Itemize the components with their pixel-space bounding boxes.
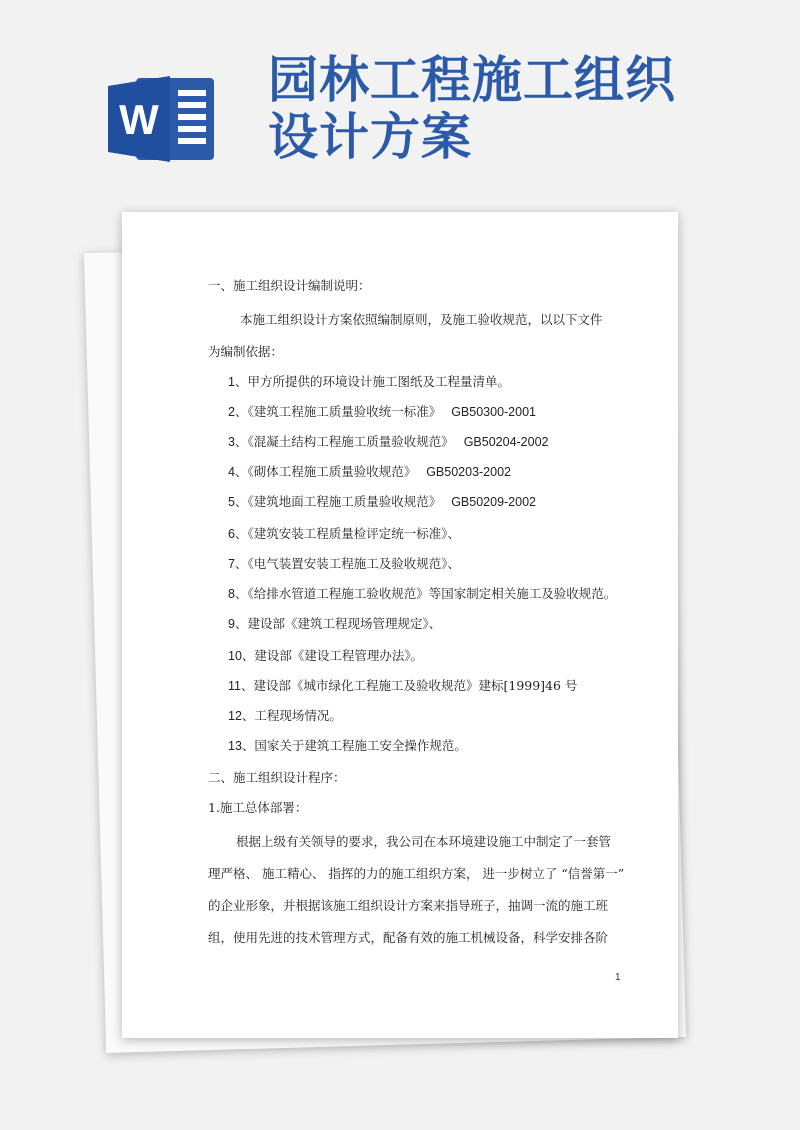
list-item-text: 、《混凝土结构工程施工质量验收规范》 [234,434,454,449]
list-item-text: 、建设部《建设工程管理办法》。 [241,648,424,663]
list-item-text: 、《给排水管道工程施工验收规范》等国家制定相关施工及验收规范。 [234,586,617,601]
list-item-number: 2 [228,405,235,419]
list-item-code: GB50203-2002 [426,465,511,479]
list-item [228,464,511,480]
word-icon-letter: W [119,96,159,143]
list-item-text: 、国家关于建筑工程施工安全操作规范。 [241,738,467,753]
list-item [228,526,460,542]
list-item [228,494,536,510]
intro-line-2: 为编制依据： [208,344,284,359]
list-item-text: 、工程现场情况。 [241,708,342,723]
list-item [228,648,423,664]
subsection1-heading: 1.施工总体部署： [208,800,308,815]
list-item-text: 、建设部《建筑工程现场管理规定》、 [234,616,442,631]
list-item-number: 9 [228,617,235,631]
list-item [228,556,460,572]
list-item [228,738,467,754]
list-item-text: 、《建筑安装工程质量检评定统一标准》、 [234,526,460,541]
list-item [228,616,441,632]
section1-heading: 一、施工组织设计编制说明： [208,278,371,293]
list-item-text: 、《砌体工程施工质量验收规范》 [234,464,417,479]
body-line-1: 根据上级有关领导的要求，我公司在本环境建设施工中制定了一套管 [236,834,612,849]
list-item [228,374,510,390]
list-item-text: 、《建筑工程施工质量验收统一标准》 [234,404,442,419]
body-line-3: 的企业形象，并根据该施工组织设计方案来指导班子，抽调一流的施工班 [208,898,609,913]
word-icon [108,74,216,164]
list-item-number: 4 [228,465,235,479]
list-item-number: 8 [228,587,235,601]
list-item-code: GB50300-2001 [451,405,536,419]
list-item [228,708,342,724]
list-item-code: GB50204-2002 [463,435,549,449]
page-number: 1 [615,972,621,983]
list-item-code: GB50209-2002 [451,495,536,509]
list-item-text: 、《建筑地面工程施工质量验收规范》 [234,494,442,509]
body-line-4: 组，使用先进的技术管理方式，配备有效的施工机械设备，科学安排各阶 [208,930,609,945]
list-item-text: 、建设部《城市绿化工程施工及验收规范》建标[1999]46 号 [240,678,578,693]
intro-line-1: 本施工组织设计方案依照编制原则，及施工验收规范，以以下文件 [240,312,603,327]
list-item [228,586,616,602]
banner-title-line2: 设计方案 [268,108,472,166]
list-item-number: 3 [228,435,235,449]
section2-heading: 二、施工组织设计程序： [208,770,346,785]
list-item-number: 7 [228,557,235,571]
list-item [228,678,577,694]
body-line-2: 理严格、 施工精心、 指挥的力的施工组织方案， 进一步树立了 “信誉第一” [208,866,625,881]
list-item [228,404,536,420]
document-page [122,212,678,1038]
list-item-number: 1 [228,375,235,389]
list-item [228,434,549,450]
list-item-number: 11 [228,679,241,693]
banner-title [268,52,676,166]
list-item-text: 、甲方所提供的环境设计施工图纸及工程量清单。 [234,374,510,389]
list-item-text: 、《电气装置安装工程施工及验收规范》、 [234,556,460,571]
list-item-number: 13 [228,739,242,753]
list-item-number: 12 [228,709,242,723]
list-item-number: 5 [228,495,235,509]
banner-title-line1: 园林工程施工组织 [268,51,676,109]
list-item-number: 6 [228,527,235,541]
list-item-number: 10 [228,649,242,663]
